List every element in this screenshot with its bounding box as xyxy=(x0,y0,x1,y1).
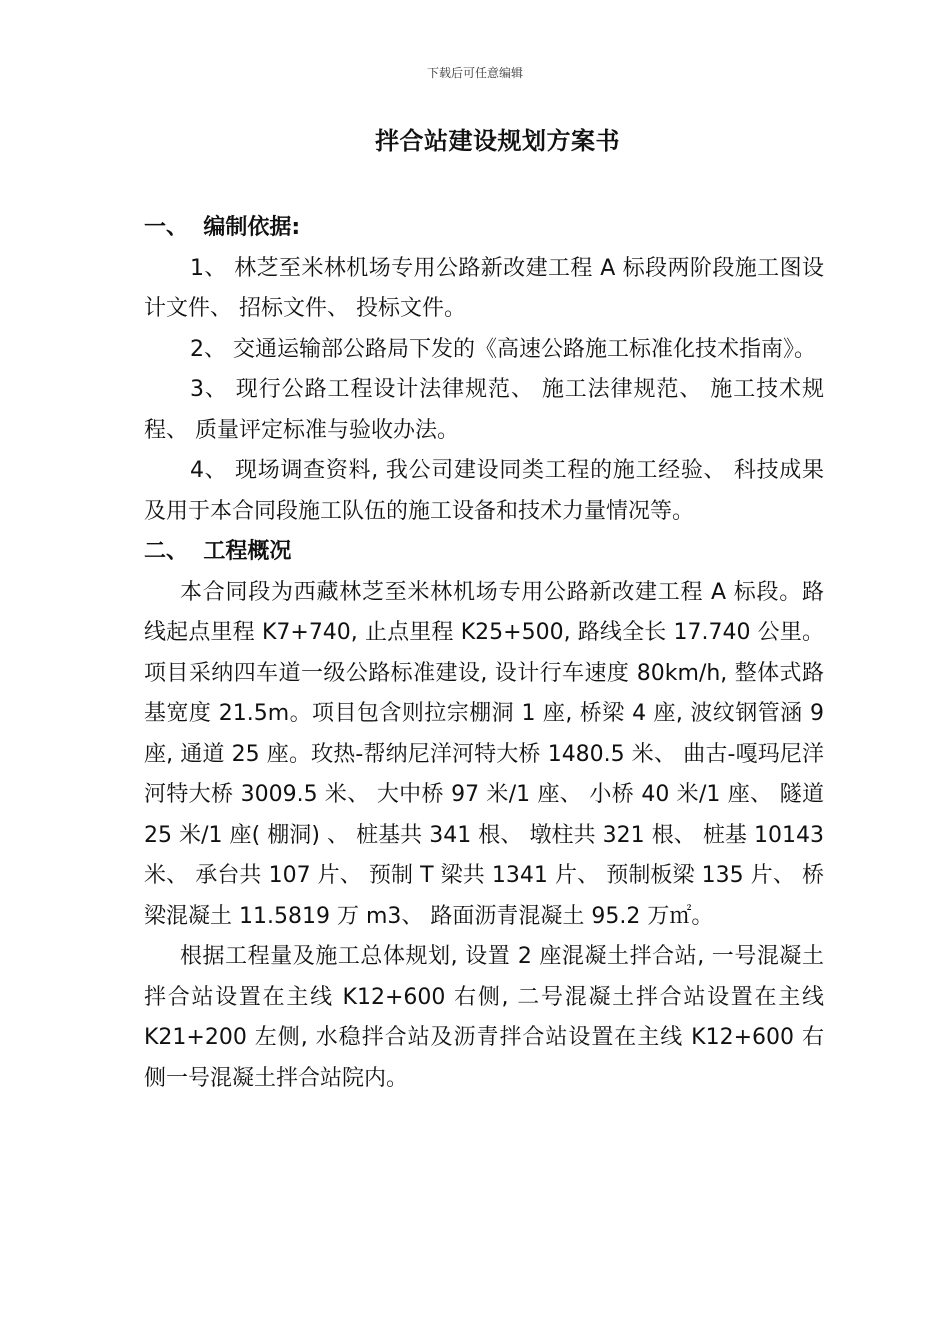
basis-item: 3、 现行公路工程设计法律规范、 施工法律规范、 施工技术规程、 质量评定标准与验收办法。 xyxy=(144,377,824,443)
header-note: 下载后可任意编辑 xyxy=(426,66,523,80)
document-title: 拌合站建设规划方案书 xyxy=(375,127,620,155)
overview-paragraph: 根据工程量及施工总体规划, 设置 2 座混凝土拌合站, 一号混凝土拌合站设置在主线 K12+600 右侧, 二号混凝土拌合站设置在主线 K21+200 左侧, 水稳拌合站及沥青拌合站设置在主线 K12+600 右侧一号混凝土拌合站院内。 xyxy=(144,944,824,1091)
section-heading-overview: 二、 工程概况 xyxy=(144,539,292,564)
document-body xyxy=(144,208,824,1099)
section-heading-basis: 一、 编制依据: xyxy=(144,215,301,240)
basis-item: 2、 交通运输部公路局下发的《高速公路施工标准化技术指南》。 xyxy=(190,336,816,362)
overview-paragraph: 本合同段为西藏林芝至米林机场专用公路新改建工程 A 标段。路线起点里程 K7+740, 止点里程 K25+500, 路线全长 17.740 公里。项目采纳四车道一级公路标准建设, 设计行车速度 80km/h, 整体式路基宽度 21.5m。项目包含则拉宗棚洞 1 座, 桥梁 4 座, 波纹钢管涵 9 座, 通道 25 座。玫热-帮纳尼洋河特大桥 1480.5 米、 曲古-嘎玛尼洋河特大桥 3009.5 米、 大中桥 97 米/1 座、 小桥 40 米/1 座、 隧道 25 米/1 座( 棚洞) 、 桩基共 341 根、 墩柱共 321 根、 桩基 10143 米、 承台共 107 片、 预制 T 梁共 1341 片、 预制板梁 135 片、 桥梁混凝土 11.5819 万 m3、 路面沥青混凝土 95.2 万㎡。 xyxy=(144,579,824,929)
basis-item: 4、 现场调查资料, 我公司建设同类工程的施工经验、 科技成果及用于本合同段施工队伍的施工设备和技术力量情况等。 xyxy=(144,458,824,524)
basis-item: 1、 林芝至米林机场专用公路新改建工程 A 标段两阶段施工图设计文件、 招标文件、 投标文件。 xyxy=(144,255,824,321)
